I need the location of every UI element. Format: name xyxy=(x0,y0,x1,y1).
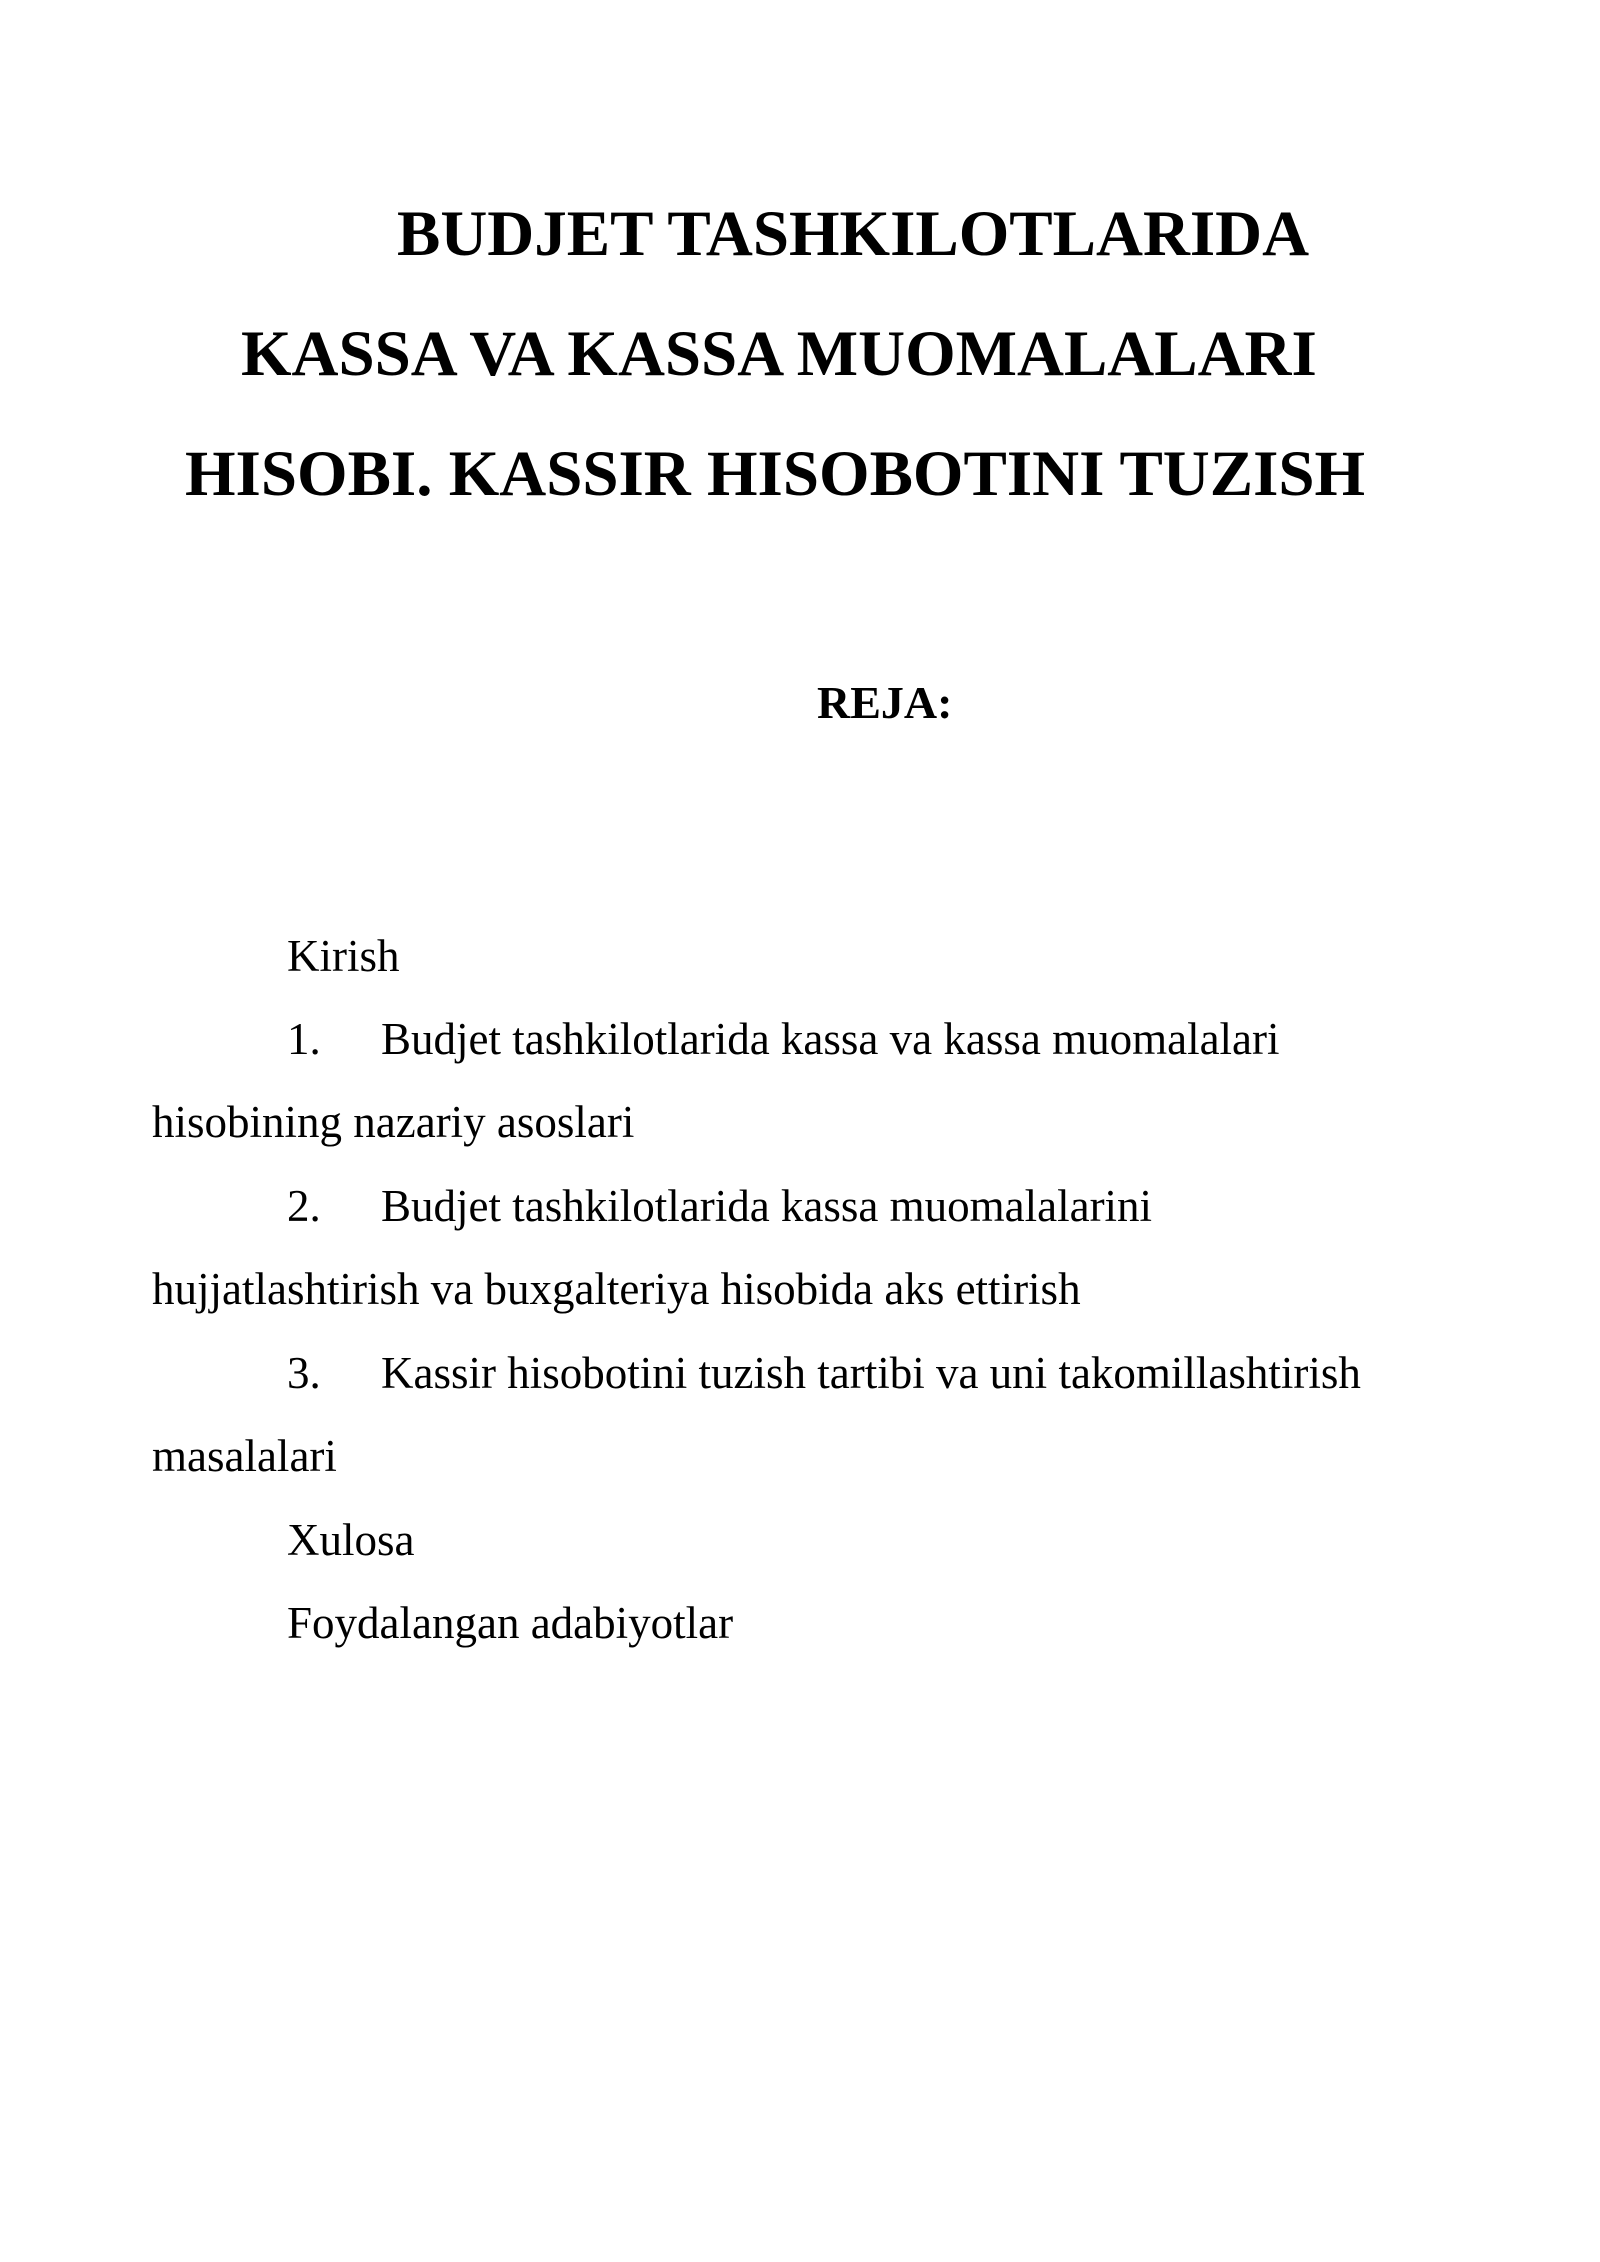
plan-heading: REJA: xyxy=(817,677,953,728)
plan-item-text-continued: hisobining nazariy asoslari xyxy=(152,1097,635,1147)
plan-intro: Kirish xyxy=(287,931,400,981)
plan-item-text: Budjet tashkilotlarida kassa va kassa muomalalari xyxy=(381,1014,1280,1064)
title-line-3: HISOBI. KASSIR HISOBOTINI TUZISH xyxy=(185,438,1366,510)
title-line-1: BUDJET TASHKILOTLARIDA xyxy=(397,198,1310,270)
title-line-2: KASSA VA KASSA MUOMALALARI xyxy=(241,318,1317,390)
plan-item-text-continued: masalalari xyxy=(152,1431,337,1481)
plan-item-text: Budjet tashkilotlarida kassa muomalalarini xyxy=(381,1181,1153,1231)
plan-references: Foydalangan adabiyotlar xyxy=(287,1598,734,1648)
plan-item-number: 1. xyxy=(287,1014,321,1064)
plan-item-text: Kassir hisobotini tuzish tartibi va uni takomillashtirish xyxy=(381,1348,1361,1398)
plan-item-text-continued: hujjatlashtirish va buxgalteriya hisobida aks ettirish xyxy=(152,1264,1081,1314)
plan-item-number: 2. xyxy=(287,1181,321,1231)
plan-item-number: 3. xyxy=(287,1348,321,1398)
plan-conclusion: Xulosa xyxy=(287,1515,415,1565)
